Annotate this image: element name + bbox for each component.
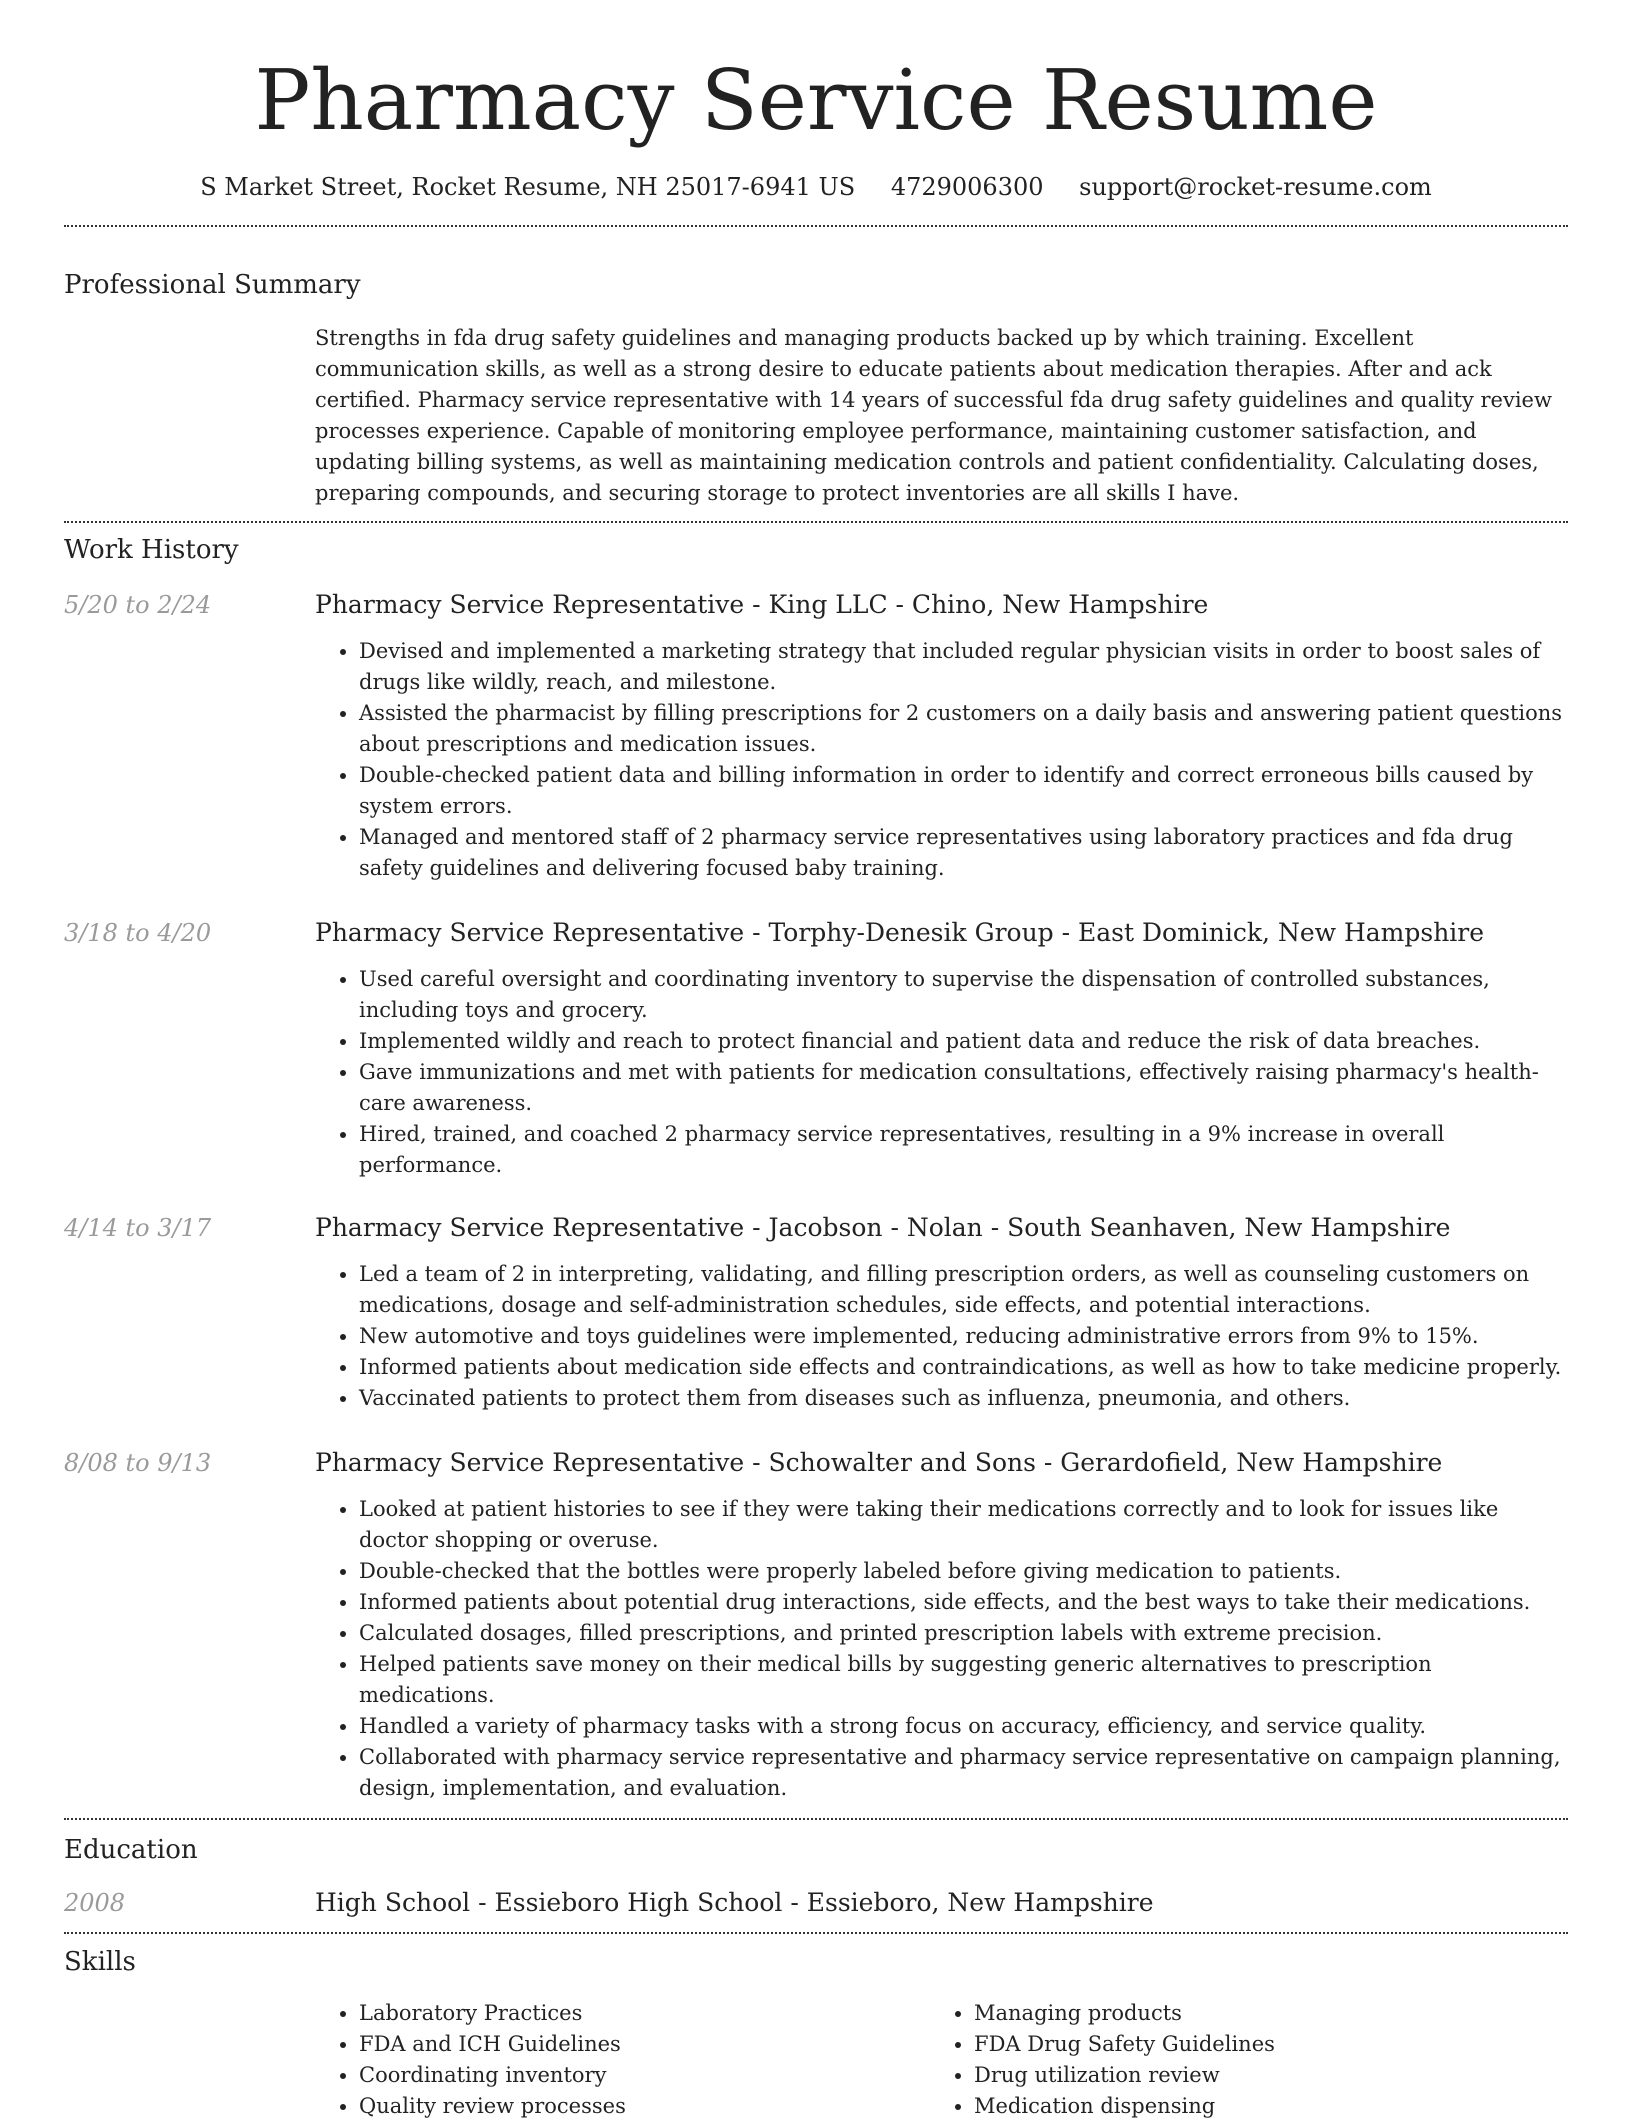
education-year: 2008 xyxy=(64,1889,126,1917)
skill-item: • Laboratory Practices xyxy=(359,1998,930,2029)
resume-page xyxy=(64,0,1568,2122)
list-item: • Managed and mentored staff of 2 pharmacy service representatives using laboratory practices and fda drug safety guidelines and delivering focused baby training. xyxy=(359,822,1568,884)
summary-text: Strengths in fda drug safety guidelines and managing products backed up by which training. Excellent communication skills, as well as a strong desire to educate patients about medication therapies. After and ack certified. Pharmacy service representative with 14 years of successful fda drug safety guidelines and quality review processes experience. Capable of monitoring employee performance, maintaining customer satisfaction, and updating billing systems, as well as maintaining medication controls and patient confidentiality. Calculating doses, preparing compounds, and securing storage to protect inventories are all skills I have. xyxy=(315,326,1552,505)
list-item: • Devised and implemented a marketing strategy that included regular physician visits in order to boost sales of drugs like wildly, reach, and milestone. xyxy=(359,636,1568,698)
education-title: Education xyxy=(64,1835,198,1865)
list-item: • Helped patients save money on their medical bills by suggesting generic alternatives to prescription medications. xyxy=(359,1649,1568,1711)
divider xyxy=(64,1818,1568,1820)
skill-item: • Quality review processes xyxy=(359,2091,930,2122)
skill-item: • Drug utilization review xyxy=(974,2060,1545,2091)
list-item: • Informed patients about medication side effects and contraindications, as well as how to take medicine properly. xyxy=(359,1352,1568,1383)
job-entry xyxy=(64,1211,1568,1414)
list-item: • Implemented wildly and reach to protect financial and patient data and reduce the risk of data breaches. xyxy=(359,1026,1568,1057)
job-heading: Pharmacy Service Representative - Torphy-Denesik Group - East Dominick, New Hampshire xyxy=(315,918,1485,947)
job-heading: Pharmacy Service Representative - King LLC - Chino, New Hampshire xyxy=(315,590,1209,619)
job-entry xyxy=(64,916,1568,1181)
job-bullets xyxy=(315,636,1568,884)
job-dates: 3/18 to 4/20 xyxy=(64,919,212,947)
job-heading: Pharmacy Service Representative - Jacobson - Nolan - South Seanhaven, New Hampshire xyxy=(315,1213,1451,1242)
job-heading: Pharmacy Service Representative - Schowalter and Sons - Gerardofield, New Hampshire xyxy=(315,1448,1443,1477)
job-dates: 8/08 to 9/13 xyxy=(64,1449,212,1477)
skills-column-right xyxy=(930,1998,1545,2122)
job-bullets xyxy=(315,1259,1568,1414)
summary-title: Professional Summary xyxy=(64,270,361,300)
contact-email: support@rocket-resume.com xyxy=(1079,173,1432,201)
list-item: • Double-checked patient data and billing information in order to identify and correct erroneous bills caused by system errors. xyxy=(359,760,1568,822)
job-entry xyxy=(64,1446,1568,1804)
contact-phone: 4729006300 xyxy=(890,173,1044,201)
list-item: • New automotive and toys guidelines were implemented, reducing administrative errors from 9% to 15%. xyxy=(359,1321,1568,1352)
skills-column-left xyxy=(315,1998,930,2122)
job-bullets xyxy=(315,1494,1568,1804)
list-item: • Looked at patient histories to see if they were taking their medications correctly and to look for issues like doctor shopping or overuse. xyxy=(359,1494,1568,1556)
skill-item: • Medication dispensing xyxy=(974,2091,1545,2122)
education-entry xyxy=(64,1886,1568,1920)
skill-item: • FDA and ICH Guidelines xyxy=(359,2029,930,2060)
contact-line xyxy=(64,170,1568,204)
list-item: • Gave immunizations and met with patients for medication consultations, effectively raising pharmacy's health-care awareness. xyxy=(359,1057,1568,1119)
list-item: • Led a team of 2 in interpreting, validating, and filling prescription orders, as well as counseling customers on medications, dosage and self-administration schedules, side effects, and potential interactions. xyxy=(359,1259,1568,1321)
list-item: • Calculated dosages, filled prescriptions, and printed prescription labels with extreme precision. xyxy=(359,1618,1568,1649)
divider xyxy=(64,521,1568,523)
divider xyxy=(64,225,1568,227)
list-item: • Informed patients about potential drug interactions, side effects, and the best ways to take their medications. xyxy=(359,1587,1568,1618)
contact-address: S Market Street, Rocket Resume, NH 25017-6941 US xyxy=(200,173,856,201)
list-item: • Assisted the pharmacist by filling prescriptions for 2 customers on a daily basis and answering patient questions about prescriptions and medication issues. xyxy=(359,698,1568,760)
list-item: • Used careful oversight and coordinating inventory to supervise the dispensation of controlled substances, including toys and grocery. xyxy=(359,964,1568,1026)
job-entry xyxy=(64,588,1568,884)
list-item: • Collaborated with pharmacy service representative and pharmacy service representative on campaign planning, design, implementation, and evaluation. xyxy=(359,1742,1568,1804)
job-dates: 4/14 to 3/17 xyxy=(64,1214,212,1242)
job-bullets xyxy=(315,964,1568,1181)
divider xyxy=(64,1932,1568,1934)
education-heading: High School - Essieboro High School - Essieboro, New Hampshire xyxy=(315,1888,1154,1917)
skill-item: • Managing products xyxy=(974,1998,1545,2029)
resume-name: Pharmacy Service Resume xyxy=(254,52,1378,149)
job-dates: 5/20 to 2/24 xyxy=(64,591,212,619)
list-item: • Hired, trained, and coached 2 pharmacy service representatives, resulting in a 9% increase in overall performance. xyxy=(359,1119,1568,1181)
list-item: • Handled a variety of pharmacy tasks with a strong focus on accuracy, efficiency, and service quality. xyxy=(359,1711,1568,1742)
skills-title: Skills xyxy=(64,1947,136,1977)
list-item: • Double-checked that the bottles were properly labeled before giving medication to patients. xyxy=(359,1556,1568,1587)
skill-item: • Coordinating inventory xyxy=(359,2060,930,2091)
work-history-title: Work History xyxy=(64,535,239,565)
list-item: • Vaccinated patients to protect them from diseases such as influenza, pneumonia, and others. xyxy=(359,1383,1568,1414)
skills-list xyxy=(315,1998,1568,2122)
skill-item: • FDA Drug Safety Guidelines xyxy=(974,2029,1545,2060)
